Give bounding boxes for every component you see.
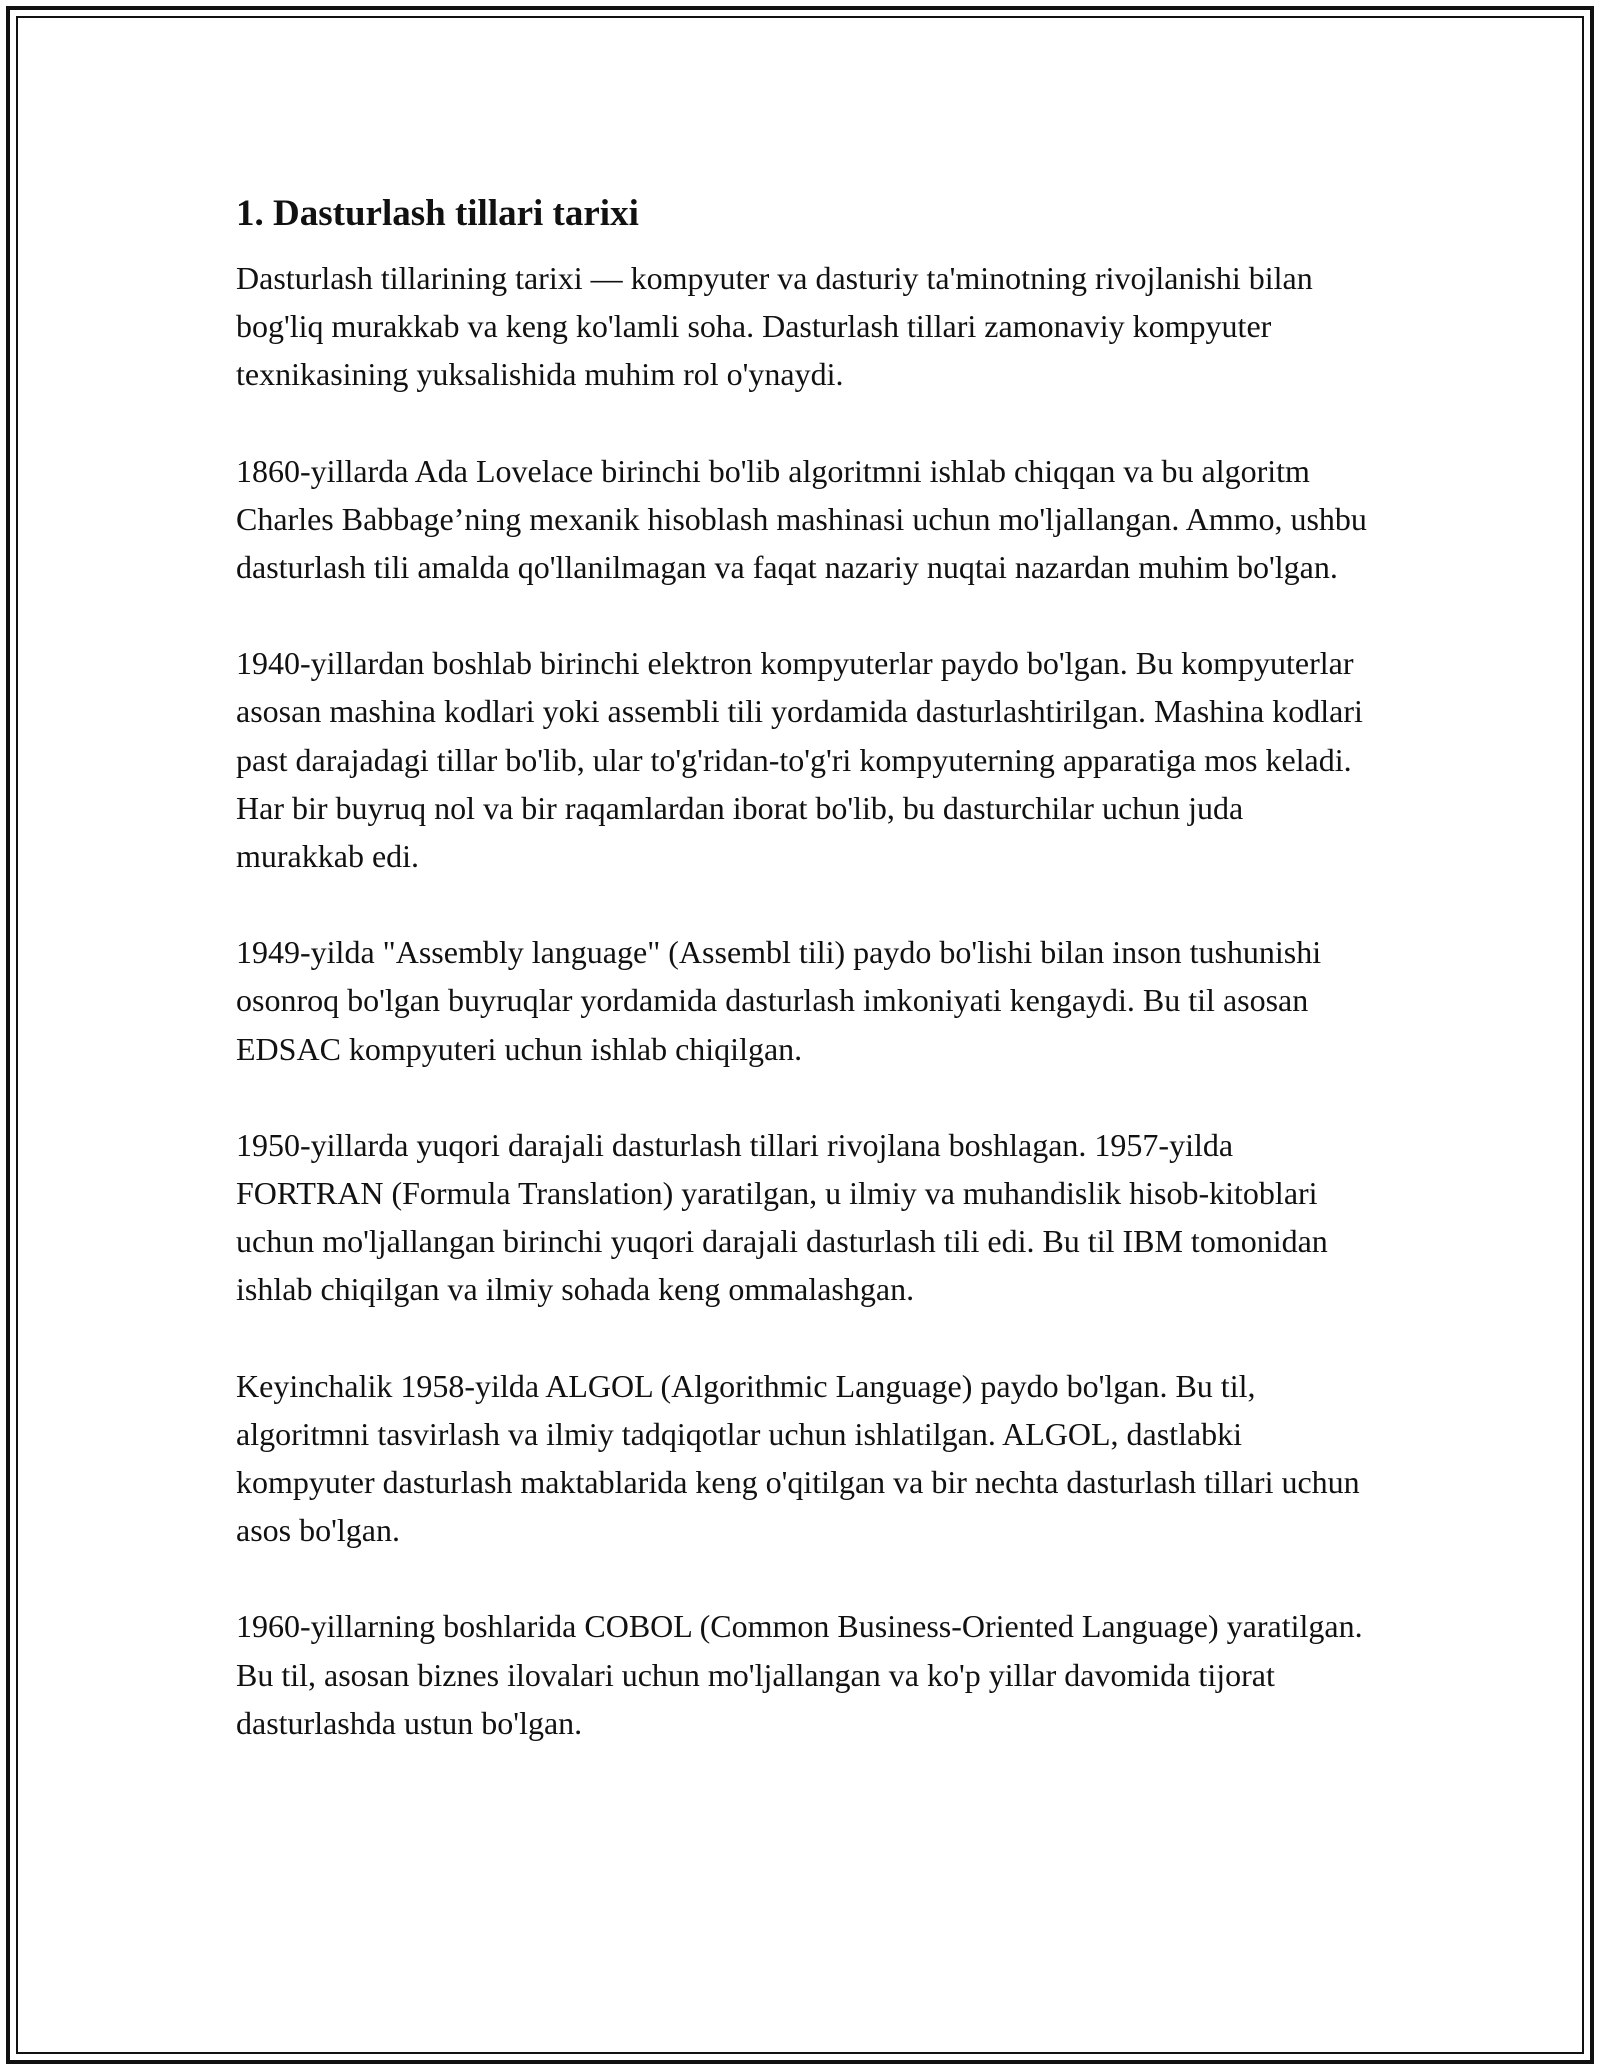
paragraph-1860s: 1860-yillarda Ada Lovelace birinchi bo'lib algoritmni ishlab chiqqan va bu algoritm Charles Babbage’ning mexanik hisoblash mashinasi uchun mo'ljallangan. Ammo, ushbu dasturlash tili amalda qo'llanilmagan va faqat nazariy nuqtai nazardan muhim bo'lgan. [236, 452, 1367, 586]
section-heading: 1. Dasturlash tillari tarixi [236, 193, 639, 234]
paragraph-1949: 1949-yilda "Assembly language" (Assembl tili) paydo bo'lishi bilan inson tushunishi osonroq bo'lgan buyruqlar yordamida dasturlash imkoniyati kengaydi. Bu til asosan EDSAC kompyuteri uchun ishlab chiqilgan. [236, 934, 1322, 1067]
paragraph-1950s: 1950-yillarda yuqori darajali dasturlash tillari rivojlana boshlagan. 1957-yilda FORTRAN (Formula Translation) yaratilgan, u ilmiy va muhandislik hisob-kitoblari uchun mo'ljallangan birinchi yuqori darajali dasturlash tili edi. Bu til IBM tomonidan ishlab chiqilgan va ilmiy sohada keng ommalashgan. [236, 1126, 1328, 1308]
paragraph-1940s: 1940-yillardan boshlab birinchi elektron kompyuterlar paydo bo'lgan. Bu kompyuterlar asosan mashina kodlari yoki assembli tili yordamida dasturlashtirilgan. Mashina kodlari past darajadagi tillar bo'lib, ular to'g'ridan-to'g'ri kompyuterning apparatiga mos keladi. Har bir buyruq nol va bir raqamlardan iborat bo'lib, bu dasturchilar uchun juda murakkab edi. [236, 645, 1363, 875]
paragraph-1958: Keyinchalik 1958-yilda ALGOL (Algorithmic Language) paydo bo'lgan. Bu til, algoritmni tasvirlash va ilmiy tadqiqotlar uchun ishlatilgan. ALGOL, dastlabki kompyuter dasturlash maktablarida keng o'qitilgan va bir nechta dasturlash tillari uchun asos bo'lgan. [236, 1367, 1360, 1549]
paragraph-intro: Dasturlash tillarining tarixi — kompyuter va dasturiy ta'minotning rivojlanishi bilan bog'liq murakkab va keng ko'lamli soha. Dasturlash tillari zamonaviy kompyuter texnikasining yuksalishida muhim rol o'ynaydi. [236, 260, 1313, 393]
paragraph-1960s: 1960-yillarning boshlarida COBOL (Common Business-Oriented Language) yaratilgan. Bu til, asosan biznes ilovalari uchun mo'ljallangan va ko'p yillar davomida tijorat dasturlashda ustun bo'lgan. [236, 1608, 1363, 1741]
document-body [236, 186, 1376, 1747]
